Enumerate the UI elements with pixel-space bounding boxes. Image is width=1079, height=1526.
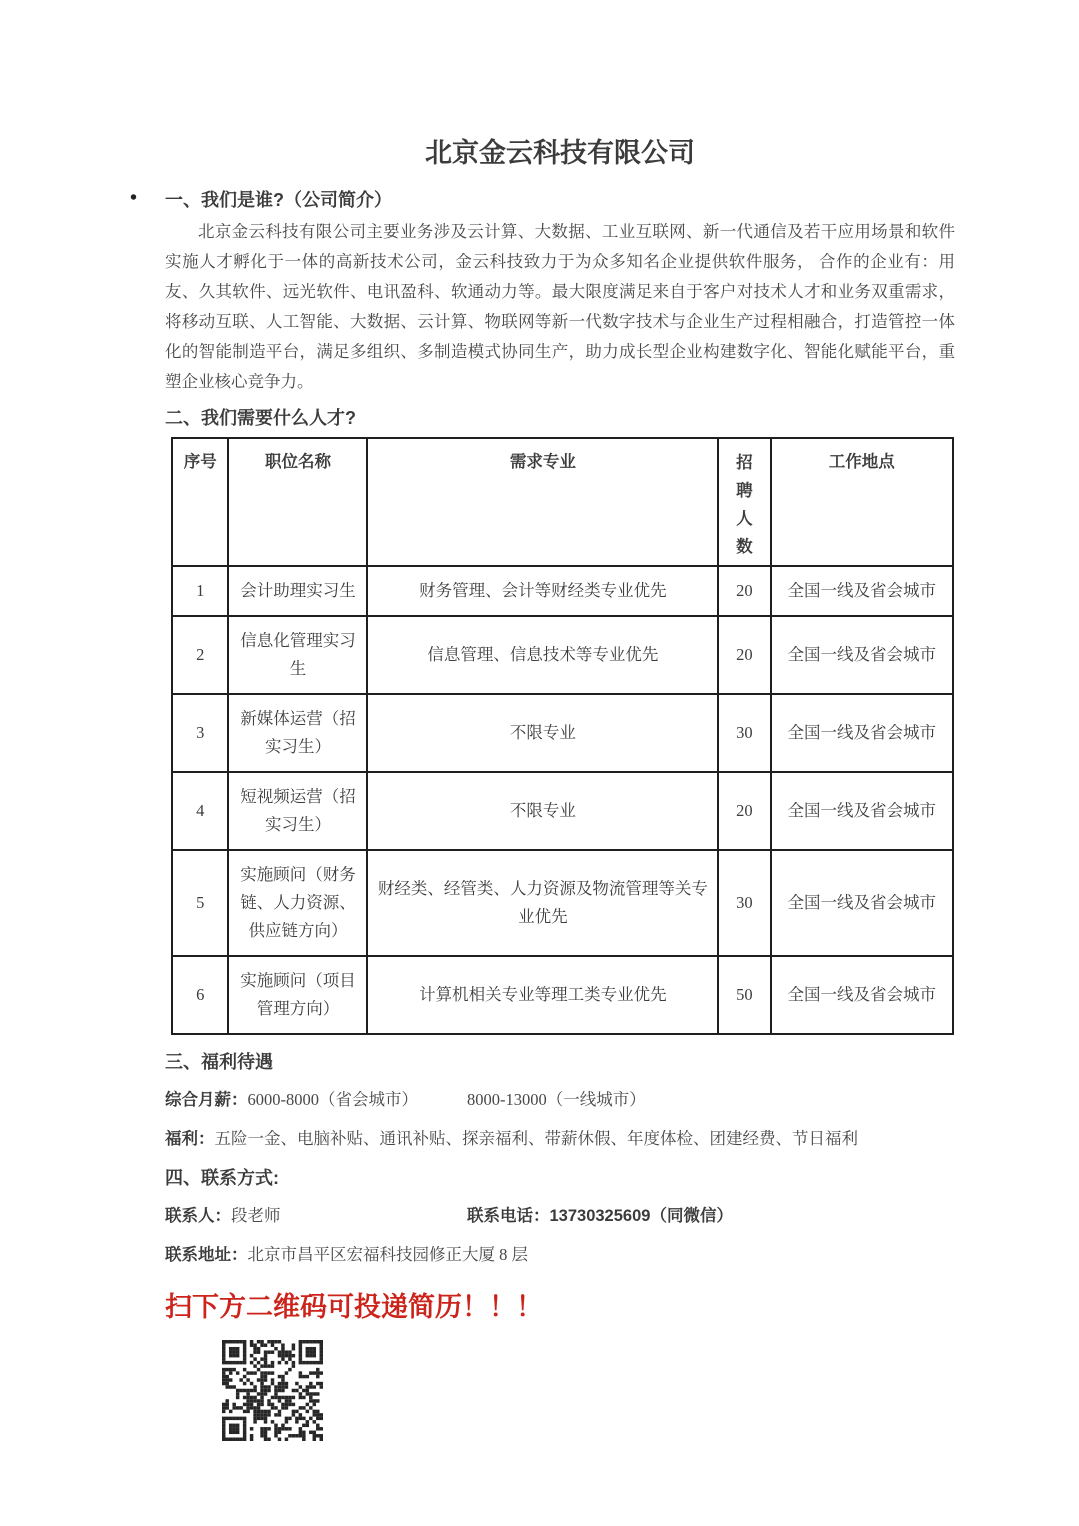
table-row — [172, 616, 953, 694]
cell-location: 全国一线及省会城市 — [771, 772, 953, 850]
cell-location: 全国一线及省会城市 — [771, 616, 953, 694]
contact-phone — [467, 1203, 733, 1229]
qr-code-svg — [222, 1340, 323, 1441]
header-no: 序号 — [172, 438, 228, 566]
cell-no: 1 — [172, 566, 228, 616]
section-heading-company-intro — [130, 187, 955, 212]
welfare-label: 福利： — [165, 1130, 215, 1148]
table-row — [172, 566, 953, 616]
address-line — [165, 1242, 955, 1268]
contact-person-label: 联系人： — [165, 1207, 231, 1225]
cell-major: 计算机相关专业等理工类专业优先 — [367, 956, 718, 1034]
table-row — [172, 850, 953, 956]
contact-person-value: 段老师 — [231, 1206, 281, 1225]
scan-qr-cta: 扫下方二维码可投递简历！！！ — [165, 1292, 543, 1322]
header-location: 工作地点 — [771, 438, 953, 566]
cell-position: 实施顾问（项目管理方向） — [228, 956, 367, 1034]
cell-position: 实施顾问（财务链、人力资源、供应链方向） — [228, 850, 367, 956]
contact-address-label: 联系地址： — [165, 1246, 248, 1264]
cell-headcount: 30 — [718, 850, 770, 956]
cell-headcount: 20 — [718, 566, 770, 616]
header-headcount: 招聘人数 — [718, 438, 770, 566]
cell-position: 信息化管理实习生 — [228, 616, 367, 694]
salary-province-value: 6000-8000（省会城市） — [247, 1090, 418, 1109]
cell-position: 新媒体运营（招实习生） — [228, 694, 367, 772]
cell-major: 不限专业 — [367, 772, 718, 850]
table-row — [172, 694, 953, 772]
table-row — [172, 772, 953, 850]
contact-line — [165, 1203, 955, 1229]
qr-code-icon — [222, 1340, 323, 1441]
salary-label: 综合月薪： — [165, 1091, 248, 1109]
positions-table — [171, 437, 954, 1035]
company-intro-paragraph: 北京金云科技有限公司主要业务涉及云计算、大数据、工业互联网、新一代通信及若干应用场景和软件实施人才孵化于一体的高新技术公司，金云科技致力于为众多知名企业提供软件服务， 合作的企业有：用友、久其软件、远光软件、电讯盈科、软通动力等。最大限度满足来自于客户对技术人才和业务双重需求，将移动互联、人工智能、大数据、云计算、物联网等新一代数字技术与企业生产过程相融合，打造管控一体化的智能制造平台，满足多组织、多制造模式协同生产，助力成长型企业构建数字化、智能化赋能平台，重塑企业核心竞争力。 — [165, 222, 955, 391]
salary-line — [165, 1087, 955, 1113]
cell-no: 5 — [172, 850, 228, 956]
cell-no: 6 — [172, 956, 228, 1034]
cell-no: 3 — [172, 694, 228, 772]
cell-headcount: 30 — [718, 694, 770, 772]
cell-headcount: 20 — [718, 616, 770, 694]
contact-phone-value: 13730325609（同微信） — [549, 1207, 733, 1225]
cell-position: 短视频运营（招实习生） — [228, 772, 367, 850]
contact-phone-label: 联系电话： — [467, 1207, 550, 1225]
section1-heading-text: 一、我们是谁?（公司简介） — [165, 190, 392, 210]
table-row — [172, 956, 953, 1034]
cell-major: 财经类、经管类、人力资源及物流管理等关专业优先 — [367, 850, 718, 956]
cell-location: 全国一线及省会城市 — [771, 850, 953, 956]
page-title: 北京金云科技有限公司 — [425, 138, 695, 168]
contact-address-value: 北京市昌平区宏福科技园修正大厦 8 层 — [247, 1245, 528, 1264]
cell-headcount: 20 — [718, 772, 770, 850]
cell-major: 不限专业 — [367, 694, 718, 772]
cell-major: 财务管理、会计等财经类专业优先 — [367, 566, 718, 616]
cell-position: 会计助理实习生 — [228, 566, 367, 616]
header-position: 职位名称 — [228, 438, 367, 566]
cell-location: 全国一线及省会城市 — [771, 566, 953, 616]
cell-no: 2 — [172, 616, 228, 694]
welfare-line — [165, 1126, 955, 1152]
header-major: 需求专业 — [367, 438, 718, 566]
section-heading-talent: 二、我们需要什么人才? — [165, 408, 356, 428]
table-header-row — [172, 438, 953, 566]
salary-tier1-value: 8000-13000（一线城市） — [467, 1090, 646, 1109]
cell-no: 4 — [172, 772, 228, 850]
cell-location: 全国一线及省会城市 — [771, 956, 953, 1034]
section-heading-benefits: 三、福利待遇 — [165, 1052, 273, 1072]
cell-location: 全国一线及省会城市 — [771, 694, 953, 772]
welfare-value: 五险一金、电脑补贴、通讯补贴、探亲福利、带薪休假、年度体检、团建经费、节日福利 — [214, 1129, 858, 1148]
section-heading-contact: 四、联系方式: — [165, 1168, 279, 1188]
cell-major: 信息管理、信息技术等专业优先 — [367, 616, 718, 694]
cell-headcount: 50 — [718, 956, 770, 1034]
list-bullet-icon: • — [130, 187, 138, 209]
